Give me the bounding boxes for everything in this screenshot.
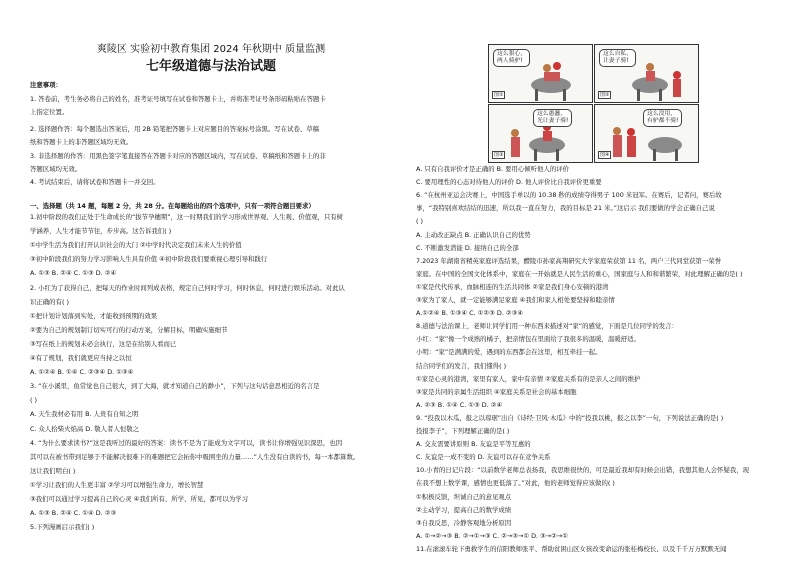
question-line: ③初中阶段我们的努力学习影响人生具有价值 ④初中阶段我们要重视心理引导和践行 (30, 255, 268, 264)
question-line: 小明：“家”是满满的爱，遇到的东西都会在这里，相互牵挂一起。 (416, 348, 602, 357)
question-line: ①把计划计划落到实处，才能收到预期的效果 (30, 311, 158, 320)
question-line: 1.初中阶段的我们正处于生命成长的“拔节孕穗期”，这一时期我们的学习形成世界观、人生观、价值观，只有树 (30, 213, 344, 221)
cartoon-comic (488, 44, 698, 162)
question-line: 5.下列漫画启示我们( ) (30, 523, 95, 532)
question-line: 8.道德与法治课上，老师让同学们用一种东西来描述对“家”的感觉，下面是几位同学的发言： (416, 322, 678, 331)
speech-bubble: 这么愚蠢， 光让妻子骑! (533, 109, 572, 127)
question-line: ④有了规划，我们就更应当持之以恒 (30, 354, 132, 362)
question-line: ③写在纸上的规划未必会执行，这是在给别人看而已 (30, 339, 177, 348)
question-line: ①中学生活为我们打开认识社会的大门 ②中学时代决定我们未来人生的价值 (30, 241, 242, 250)
cartoon-panel-3 (488, 104, 593, 163)
panel-tag: 图① (494, 92, 504, 98)
panel-tag: 图② (600, 92, 610, 98)
question-line: ①家是心灵的港湾，家里有家人，家中有亲情 ②家庭关系有的是亲人之间的维护 (416, 374, 641, 383)
question-line: ②要为自己的规划制订切实可行的行动方案，分解目标，明确实施细节 (30, 325, 228, 334)
question-line: A.①②④ B. ①③④ C. ①②③ D. ②③④ (416, 309, 524, 318)
question-line: C. 不断激发潜能 D. 接纳自己的全部 (416, 243, 519, 252)
notes-heading: 注意事项： (30, 81, 62, 89)
speech-bubble: 这么没用， 有驴都不骑! (643, 109, 682, 127)
question-line: 3. “在小溪里，鱼常觉也自己很大，到了大海，就才知道自己的渺小”，下列与这句话意思相近的名言是 (30, 382, 320, 391)
question-line: A. 交友需要讲原则 B. 友谊是平等互惠的 (416, 440, 531, 449)
panel-tag: 图④ (600, 152, 610, 158)
note-line: 答题区域均无效。 (30, 165, 82, 173)
question-line: A. ②③ B. ①④ C. ①③ D. ②④ (416, 400, 503, 409)
question-line: ①家是代代传承，血脉相连的生活共同体 ②家是我们身心安顿的港湾 (416, 282, 609, 291)
question-line: A. ①③ B. ②④ C. ①④ D. ②③ (30, 509, 117, 518)
question-line: 在我不想上数学课，感情也更低落了。”对此，他的老师觉得应该做的( ) (416, 479, 615, 488)
speech-bubble: 这么狠心， 两人骑驴! (493, 49, 530, 67)
question-line: A. 主动改正缺点 B. 正确认识自己的优势 (416, 230, 531, 239)
question-line: C. 友谊是一成不变的 D. 友谊可以存在竞争关系 (416, 453, 551, 462)
panel-tag: 图③ (494, 152, 504, 158)
question-line: 识正确的有( ) (30, 297, 69, 306)
note-line: 3. 非选择题的作答：用黑色签字笔直接答在答题卡对应的答题区域内，写在试卷、草稿纸和答题卡上的非 (30, 152, 326, 160)
question-line: 2. 小红为了获得自己，把每天的作业时间列成表格，规定自己何时学习，何时休息，何时进行娱乐活动。对此认 (30, 283, 345, 292)
question-line: A. 只有自我评价才是正确的 B. 要用心倾听他人的评价 (416, 165, 570, 173)
question-line: 结合同学们的发言，我们懂得( ) (416, 361, 507, 370)
question-line: 投报李子”，下列理解正确的是( ) (416, 427, 510, 435)
question-line: 11.在滚滚车轮下勇救学生的信阳教师张平、帮助贫困山区女孩改变命运的张桂梅校长、以及千千万万默默无闻 (416, 544, 727, 553)
question-line: ( ) (30, 396, 38, 405)
question-line: ③家为了家人，就一定能够满足家庭 ④我们和家人相处要坚持和睦亲情 (416, 296, 615, 304)
exam-title: 七年级道德与法治试题 (145, 59, 276, 74)
question-line: 事，“我特别喜欢结结的迅速，所以我一直在努力，我的目标是 21 米。”这启示 我们要做的学会正确自己说 (416, 204, 715, 213)
question-line: A. 天生我材必有用 B. 人贵有自知之明 (30, 410, 139, 419)
question-line: 10.小青的日记片段：“以前数学老师总表扬我，我思维很快的，可是最近我却有时候会出错，我想其他人会怀疑我，现 (416, 466, 750, 475)
question-line: ③我们可以通过学习提高自己的心灵 ④我们所有、所学、所见，都可以为学习 (30, 495, 248, 503)
question-line: ③家是共同的亲属生活组织 ④家庭关系是社会的基本细胞 (416, 387, 577, 396)
question-line: 7.2023 年湖南省精英家庭评选结果，醴陵市孙家高翔研究大学家庭荣获第 11 名，两户三代同堂获第一荣誉 (416, 256, 721, 265)
school-title: 爽陵区 实验初中教育集团 2024 年秋期中 质量监测 (96, 44, 326, 55)
speech-bubble: 这么自私， 让妻子骑! (599, 49, 636, 67)
question-line: 4. “为什么要求读书?”这是我听过的最好的答案：读书不是为了能成为文字可以，读书让你增强见识深思，也因 (30, 438, 343, 447)
note-line: 上指定位置。 (30, 108, 69, 116)
question-line: ①积极反馈，坦诚自己的意见观点 (416, 492, 512, 501)
note-line: 4. 考试结束后，请将试卷和答题卡一并交回。 (30, 178, 160, 186)
question-line: 6. “在杭州亚运会决赛上，中国选手单以的 10.38 秒的成绩夺得男子 100 米冠军。在赛后，记者问，赛后故 (416, 191, 722, 200)
note-line: 纸和答题卡上的非答题区域均无效。 (30, 138, 133, 146)
question-line: 家庭。在中国的全国文化体系中，家庭在一开始就是人民生活的重心，国家庭与人和和谐繁荣，对此理解正确的是( ) (416, 269, 743, 278)
question-line: ③自我反思，冷静客观地分析原因 (416, 518, 512, 527)
section-heading: 一、选择题（共 14 题，每题 2 分，共 28 分。在每题给出的四个选项中，只有一项符合题目要求） (30, 202, 315, 210)
cartoon-panel-4 (594, 104, 699, 163)
question-line: A. ①②④ B. ①④ C. ②③④ D. ①③④ (30, 368, 134, 377)
note-line: 1. 答卷前，考生务必将自己的姓名，准考证号填写在试卷和答题卡上，并将准考证号条形码粘贴在答题卡 (30, 95, 326, 103)
question-line: A. ①→②→③ B. ②→①→③ C. ②→③→① D. ③→②→① (416, 531, 568, 540)
question-line: 其可以在被书带到足够于不能解决很难下的难题把它会拓你中吸围坐的力量……”人生没有白读的书，每一本都算数。 (30, 452, 360, 461)
question-line: C. 要用理性的心态对待他人的评价 D. 他人评价比自我评价更重要 (416, 178, 602, 187)
question-line: 这让我们明白( ) (30, 466, 76, 475)
note-line: 2. 选择题作答：每个题选出答案后，用 2B 铅笔把答题卡上对应题目的答案标号涂黑。写在试卷、草稿 (30, 125, 320, 133)
question-line: 学涵养，人生才能节节往，步步高。这告诉我们( ) (30, 227, 172, 236)
question-line: A. ①③ B. ②④ C. ①③ D. ②④ (30, 269, 117, 278)
question-line: 小红：“家”像一个成熟的橘子，把亲情包在里面给了我很多的温暖，温暖舒适。 (416, 335, 640, 344)
question-line: C. 众人拾柴火焰高 D. 敬人者人恒敬之 (30, 424, 140, 433)
question-line: ( ) (416, 217, 424, 226)
cartoon-panel-2 (594, 44, 699, 103)
question-line: ②主动学习，提高自己的数学成绩 (416, 505, 512, 514)
question-line: ①学习让我们的人生更丰富 ②学习可以增强生命力，增长智慧 (30, 480, 204, 489)
question-line: 9. “投我以木瓜，报之以琼琚”出自《诗经·卫风·木瓜》中的“投我以桃，报之以李”一句，下列说法正确的是( ) (416, 413, 724, 422)
cartoon-panel-1 (488, 44, 593, 103)
